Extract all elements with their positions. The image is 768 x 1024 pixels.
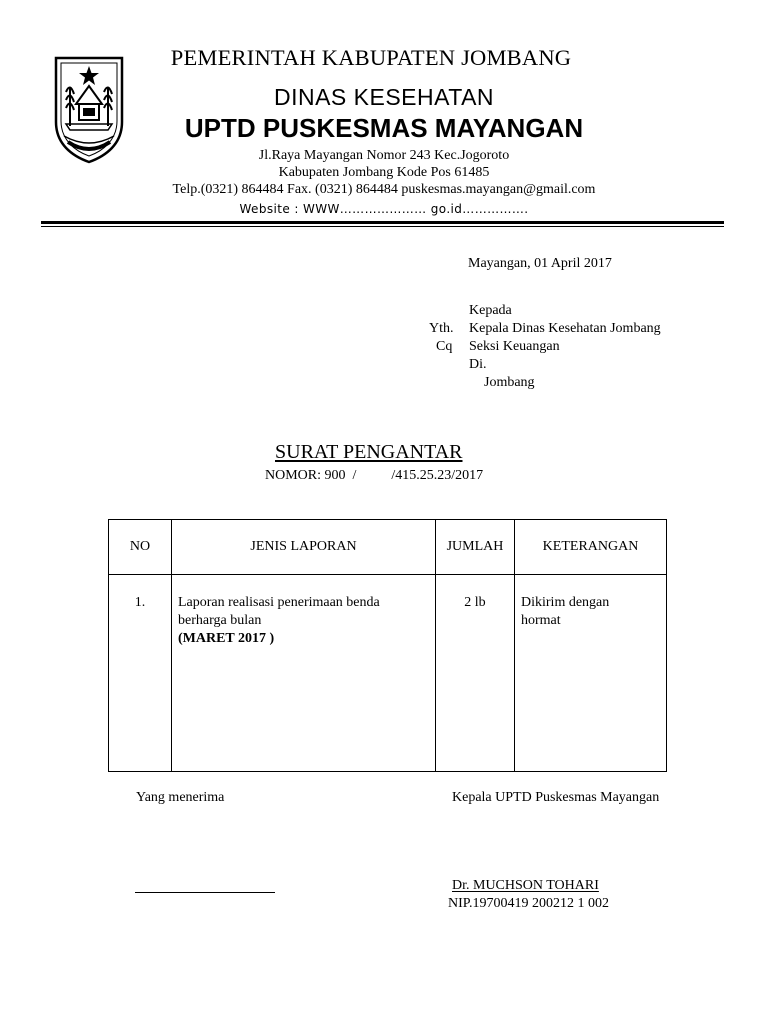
cell-jumlah (436, 575, 515, 772)
letterhead-address-line2: Kabupaten Jombang Kode Pos 61485 (278, 165, 490, 180)
recipient-cq-label: Cq (436, 339, 453, 354)
table-header-row (109, 520, 667, 575)
cell-jenis-line2: berharga bulan (178, 613, 262, 628)
letter-date: Mayangan, 01 April 2017 (468, 256, 612, 271)
signature-right-nip: NIP.19700419 200212 1 002 (448, 896, 610, 911)
document-number: NOMOR: 900 / /415.25.23/2017 (265, 468, 484, 483)
recipient-city: Jombang (484, 375, 535, 390)
signature-left-label: Yang menerima (136, 790, 225, 805)
recipient-di: Di. (469, 357, 487, 372)
letterhead-government: PEMERINTAH KABUPATEN JOMBANG (170, 45, 572, 70)
cell-keterangan-text: Dikirim dengan hormat (521, 595, 610, 628)
signature-right-label: Kepala UPTD Puskesmas Mayangan (452, 790, 660, 805)
signature-left-line (135, 892, 275, 893)
cell-no-text: 1. (134, 595, 146, 610)
report-table (108, 519, 667, 772)
cell-jenis-laporan (172, 575, 436, 772)
letterhead-website: Website : WWW………………… go.id……………. (239, 202, 529, 216)
recipient-kepada: Kepada (469, 303, 512, 318)
document-title: SURAT PENGANTAR (275, 441, 463, 463)
letterhead-unit: UPTD PUSKESMAS MAYANGAN (184, 113, 584, 143)
letterhead-address-line1: Jl.Raya Mayangan Nomor 243 Kec.Jogoroto (258, 148, 510, 163)
recipient-yth-label: Yth. (429, 321, 454, 336)
header-jumlah: JUMLAH (436, 520, 515, 575)
letterhead-contact: Telp.(0321) 864484 Fax. (0321) 864484 puskesmas.mayangan@gmail.com (172, 182, 596, 197)
cell-jumlah-text: 2 lb (464, 595, 486, 610)
header-jenis-laporan: JENIS LAPORAN (172, 520, 436, 575)
signature-right-name: Dr. MUCHSON TOHARI (452, 878, 599, 893)
cell-jenis-period: (MARET 2017 ) (178, 631, 275, 646)
header-keterangan: KETERANGAN (515, 520, 667, 575)
cell-no (109, 575, 172, 772)
cell-jenis-line1: Laporan realisasi penerimaan benda (178, 595, 380, 610)
header-no: NO (109, 520, 172, 575)
letterhead-divider-thick (41, 221, 724, 224)
recipient-yth-value: Kepala Dinas Kesehatan Jombang (469, 321, 661, 336)
letterhead-department: DINAS KESEHATAN (273, 84, 495, 110)
letterhead-divider-thin (41, 226, 724, 227)
cell-keterangan (515, 575, 667, 772)
recipient-cq-value: Seksi Keuangan (469, 339, 560, 354)
table-row (109, 575, 667, 772)
